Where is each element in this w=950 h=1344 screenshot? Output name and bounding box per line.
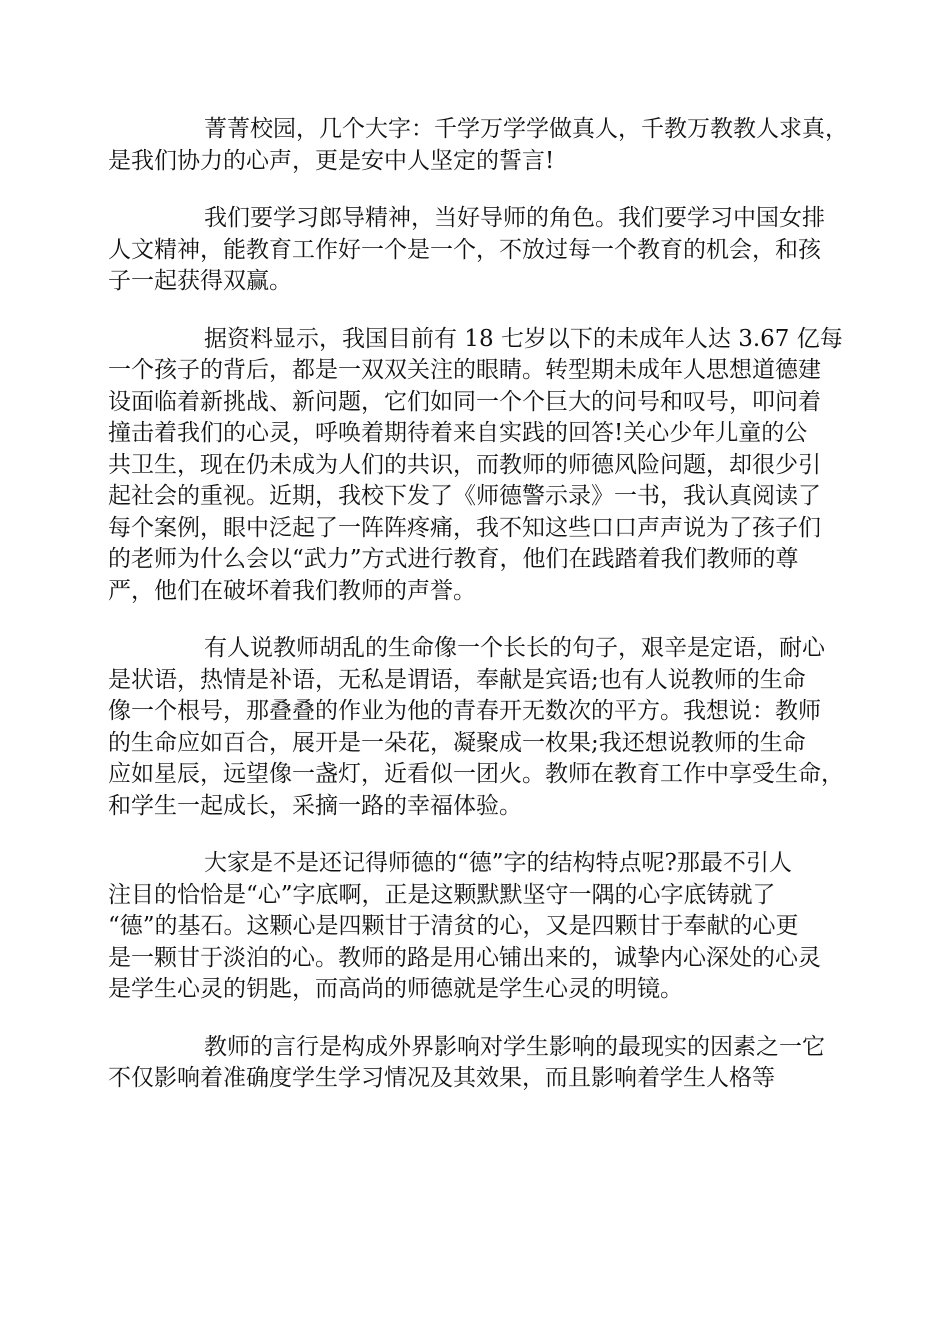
document-body	[108, 114, 860, 1121]
paragraph-line: 是状语，热情是补语，无私是谓语，奉献是宾语;也有人说教师的生命	[108, 666, 806, 693]
paragraph-1	[108, 114, 860, 177]
paragraph-line: 是我们协力的心声，更是安中人坚定的誓言!	[108, 147, 555, 174]
paragraph-line: 设面临着新挑战、新问题，它们如同一个个巨大的问号和叹号，叩问着	[108, 388, 821, 415]
paragraph-line: 和学生一起成长，采摘一路的幸福体验。	[108, 792, 522, 819]
paragraph-line: “德”的基石。这颗心是四颗甘于清贫的心，又是四颗甘于奉献的心更	[108, 913, 799, 939]
paragraph-line: 撞击着我们的心灵，呼唤着期待着来自实践的回答!关心少年儿童的公	[108, 420, 808, 446]
paragraph-line: 不仅影响着准确度学生学习情况及其效果，而且影响着学生人格等	[108, 1065, 775, 1091]
paragraph-line: 教师的言行是构成外界影响对学生影响的最现实的因素之一它	[204, 1033, 825, 1060]
paragraph-line: 有人说教师胡乱的生命像一个长长的句子，艰辛是定语，耐心	[204, 635, 825, 661]
paragraph-line: 的老师为什么会以“武力”方式进行教育，他们在践踏着我们教师的尊	[108, 546, 799, 572]
paragraph-5	[108, 848, 860, 1006]
paragraph-line: 大家是不是还记得师德的“德”字的结构特点呢?那最不引人	[204, 850, 792, 876]
paragraph-4	[108, 633, 860, 822]
paragraph-line: 的生命应如百合，展开是一朵花，凝聚成一枚果;我还想说教师的生命	[108, 729, 806, 756]
paragraph-line: 起社会的重视。近期，我校下发了《师德警示录》一书，我认真阅读了	[108, 483, 821, 509]
paragraph-line: 是一颗甘于淡泊的心。教师的路是用心铺出来的，诚挚内心深处的心灵	[108, 944, 821, 971]
paragraph-line: 据资料显示，我国目前有 18 七岁以下的未成年人达 3.67 亿每	[204, 325, 843, 352]
paragraph-line: 注目的恰恰是“心”字底啊，正是这颗默默坚守一隅的心字底铸就了	[108, 881, 776, 908]
paragraph-line: 共卫生，现在仍未成为人们的共识，而教师的师德风险问题，却很少引	[108, 451, 821, 478]
paragraph-line: 一个孩子的背后，都是一双双关注的眼睛。转型期未成年人思想道德建	[108, 357, 821, 383]
paragraph-line: 我们要学习郎导精神，当好导师的角色。我们要学习中国女排	[204, 205, 825, 231]
paragraph-6	[108, 1032, 860, 1095]
paragraph-2	[108, 203, 860, 298]
paragraph-line: 人文精神，能教育工作好一个是一个，不放过每一个教育的机会，和孩	[108, 236, 821, 263]
paragraph-line: 严，他们在破坏着我们教师的声誉。	[108, 577, 476, 604]
paragraph-line: 是学生心灵的钥匙，而高尚的师德就是学生心灵的明镜。	[108, 976, 683, 1002]
paragraph-line: 像一个根号，那叠叠的作业为他的青春开无数次的平方。我想说：教师	[108, 698, 821, 724]
paragraph-line: 每个案例，眼中泛起了一阵阵疼痛，我不知这些口口声声说为了孩子们	[108, 514, 821, 541]
paragraph-3	[108, 324, 860, 608]
paragraph-line: 应如星辰，远望像一盏灯，近看似一团火。教师在教育工作中享受生命，	[108, 761, 844, 787]
paragraph-line: 子一起获得双赢。	[108, 268, 292, 294]
paragraph-line: 菁菁校园，几个大字：千学万学学做真人，千教万教教人求真，	[204, 116, 848, 142]
